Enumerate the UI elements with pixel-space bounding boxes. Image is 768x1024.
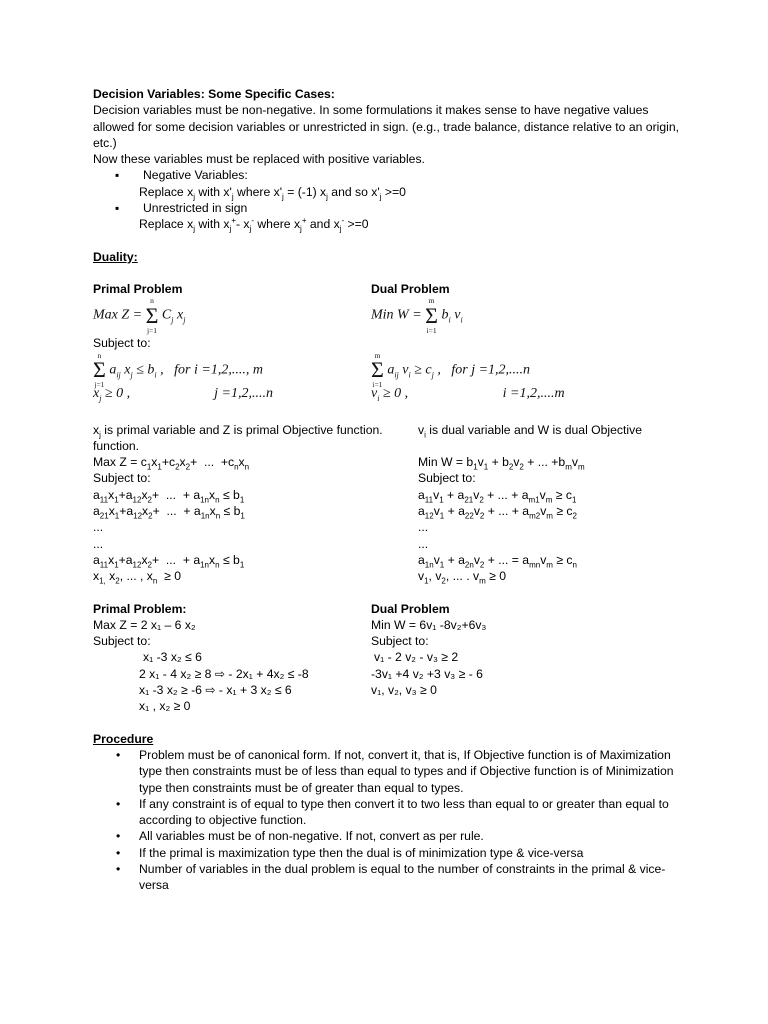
primal-constraint-formula: n Σ j=1 $a_{ij}$ $x_j \le b_i$ , for i =1,2,...., m [93, 350, 263, 390]
primal-problem-title: Primal Problem [93, 281, 183, 296]
primal-general-form: Max $Z = c_1x_1+c_2x_2+$ ... $+c_nx_n$ Subject to: $a_{11}x_1+a_{12}x_2+$ ... + $a_{1n}x_n \le b_1$ $a_{21}x_1+a_{12}x_2+$ ... + $a_{1n}x_n \le b_1$ ... ... $a_{11}x_1+a_{12}x_2+$ ... + $a_{1n}x_n \le b_1$ $x_{1,}$ $x_2$, ... , $x_n \ge 0$ [93, 455, 250, 586]
rule-unrestricted: Replace $x_j$ with $x_j^+-$ $x_j^-$ where $x_j^+$ and $x_j^- >=0$ [139, 216, 369, 234]
list-item: • If any constraint is of equal to type then convert it to two less than equal to or greater than equal to according to objective function. [93, 796, 683, 829]
section-heading-decision-variables: Decision Variables: Some Specific Cases: [93, 87, 335, 101]
list-item: • If the primal is maximization type then the dual is of minimization type & vice-versa [93, 845, 683, 861]
intro-paragraph-2: Now these variables must be replaced with positive variables. [93, 152, 425, 167]
example-section [93, 601, 683, 715]
sigma-symbol: n Σ j=1 [93, 350, 106, 390]
dual-description-cont: function. [93, 438, 140, 453]
dual-objective-formula: Min W = m Σ i=1 $b_i$ $v_i$ [371, 296, 463, 335]
list-item: • Problem must be of canonical form. If not, convert it, that is, If Objective function is of Maximization type then constraints must be of less than equal to types and if Objective function is of Minimization type then constraints must be of greater than equal to types. [93, 747, 683, 796]
dual-general-form: Min $W = b_1v_1 + b_2v_2$ + ... $+b_mv_m$ Subject to: $a_{11}v_1 + a_{21}v_2$ + ... + $a_{m1}v_m \ge c_1$ $a_{12}v_1 + a_{22}v_2$ + ... + $a_{m2}v_m \ge c_2$ ... ... $a_{1n}v_1 + a_{2n}v_2$ + ... = $a_{mn}v_m \ge c_n$ $v_1$, $v_2$, ... . $v_m \ge 0$ [418, 455, 585, 586]
dual-nonneg-formula: $v_i \ge 0$ , i =1,2,....m [371, 385, 565, 403]
section-heading-procedure: Procedure [93, 731, 154, 746]
section-heading-duality: Duality: [93, 249, 138, 264]
dual-problem-title: Dual Problem [371, 281, 450, 296]
nonnegativity-formulas [93, 386, 683, 406]
bullet-negative-variables: ▪ Negative Variables: [93, 167, 683, 183]
primal-description: $x_j$ is primal variable and Z is primal Objective function. [93, 422, 383, 439]
objective-formulas [93, 296, 683, 335]
primal-nonneg-formula: $x_j \ge 0$ , j =1,2,....n [93, 385, 273, 403]
dual-description: $v_i$ is dual variable and W is dual Objective [418, 422, 642, 439]
list-item: • Number of variables in the dual problem is equal to the number of constraints in the primal & vice-versa [93, 861, 683, 894]
example-dual: Dual Problem Min W = 6v₁ -8v₂+6v₃ Subject to: v₁ - 2 v₂ - v₃ ≥ 2 -3v₁ +4 v₂ +3 v₃ ≥ - 6 v₁, v₂, v₃ ≥ 0 [371, 601, 487, 698]
variable-descriptions [93, 422, 683, 438]
general-form [93, 454, 683, 584]
document-page [93, 86, 683, 894]
intro-paragraph: Decision variables must be non-negative. In some formulations it makes sense to have negative values allowed for some decision variables or unrestricted in sign. (e.g., trade balance, distance relative to an origin, etc.) [93, 103, 679, 150]
constraint-formulas [93, 350, 683, 390]
example-primal: Primal Problem: Max Z = 2 x₁ – 6 x₂ Subject to: x₁ -3 x₂ ≤ 6 2 x₁ - 4 x₂ ≥ 8 ⇨ - 2x₁ + 4x₂ ≤ -8 x₁ -3 x₂ ≥ -6 ⇨ - x₁ + 3 x₂ ≤ 6 x₁ , x₂ ≥ 0 [93, 601, 371, 715]
example-dual-title: Dual Problem [371, 601, 450, 616]
procedure-list [93, 747, 683, 894]
example-primal-title: Primal Problem: [93, 601, 187, 616]
sigma-symbol: n Σ j=1 [145, 296, 159, 335]
subject-to-label: Subject to: [93, 336, 151, 351]
rule-negative: Replace $x_j$ with $x'_j$ where $x'_j = (-1)$ $x_j$ and so $x'_j >=0$ [139, 184, 406, 202]
list-item: • All variables must be of non-negative. If not, convert as per rule. [93, 828, 683, 844]
dual-constraint-formula: m Σ i=1 $a_{ij}$ $v_i \ge c_j$ , for j =1,2,....n [371, 350, 531, 390]
sigma-symbol: m Σ i=1 [371, 350, 384, 390]
bullet-unrestricted: ▪ Unrestricted in sign [93, 200, 683, 216]
primal-objective-formula: Max Z = n Σ j=1 $C_j$ $x_j$ [93, 296, 186, 335]
sigma-symbol: m Σ i=1 [425, 296, 438, 335]
